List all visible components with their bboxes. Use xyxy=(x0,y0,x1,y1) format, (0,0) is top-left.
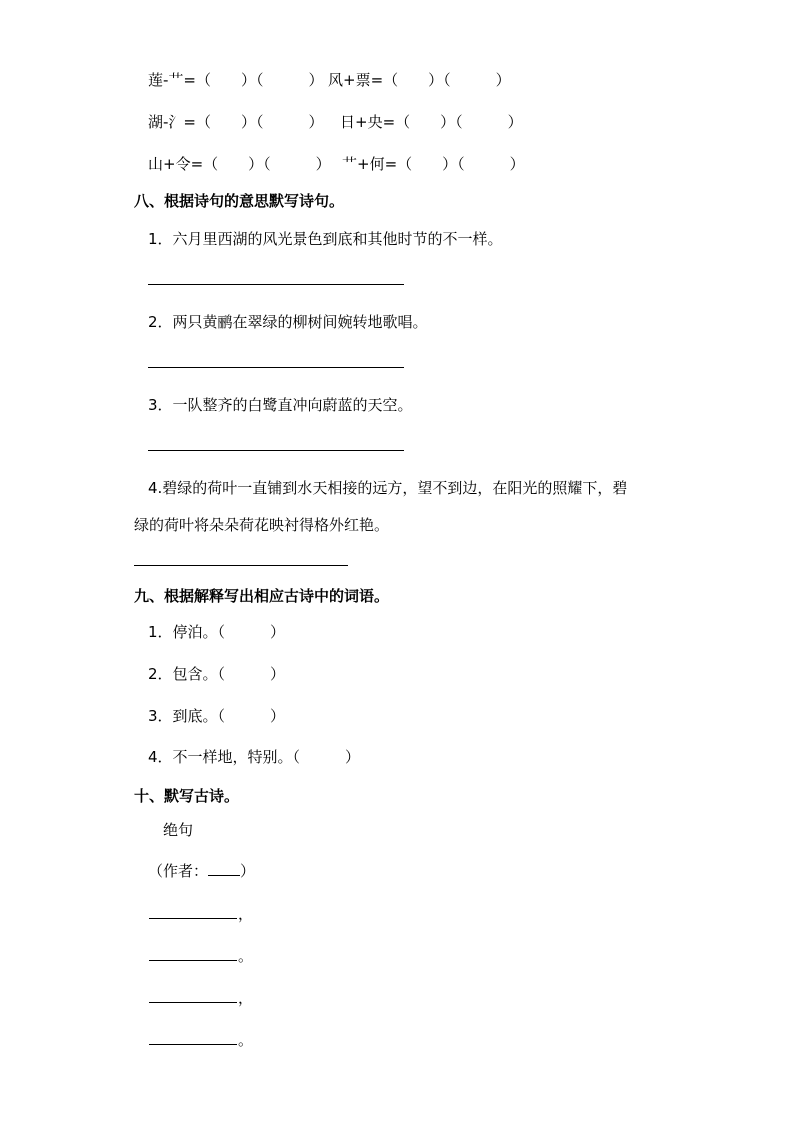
s8-answer-line-3[interactable] xyxy=(148,450,404,451)
s9-item-3: 3．到底。（ ） xyxy=(148,707,286,725)
s8-answer-line-2[interactable] xyxy=(148,367,404,368)
combo-2-right: 日+央=（ ）（ ） xyxy=(340,113,523,131)
s8-item-1: 1．六月里西湖的风光景色到底和其他时节的不一样。 xyxy=(148,230,503,248)
s8-item-3: 3．一队整齐的白鹭直冲向蔚蓝的天空。 xyxy=(148,396,413,414)
author-prefix: （作者： xyxy=(148,862,209,880)
s9-item-4: 4．不一样地，特别。（ ） xyxy=(148,748,361,766)
combo-1-right: 风+票=（ ）（ ） xyxy=(328,71,511,89)
combo-3-left: 山+令=（ ）（ ） xyxy=(148,155,331,173)
poem-line-punct-2: 。 xyxy=(238,947,254,965)
section-9-title: 九、根据解释写出相应古诗中的词语。 xyxy=(134,587,390,605)
combo-2-left: 湖-氵=（ ）（ ） xyxy=(148,113,324,131)
s8-item-4-line1: 4.碧绿的荷叶一直铺到水天相接的远方，望不到边，在阳光的照耀下，碧 xyxy=(148,479,628,497)
combo-1-left: 莲-艹=（ ）（ ） xyxy=(148,71,324,89)
poem-line-blank-3[interactable] xyxy=(149,1002,237,1003)
poem-line-punct-3: ， xyxy=(238,989,254,1007)
s8-item-4-line2: 绿的荷叶将朵朵荷花映衬得格外红艳。 xyxy=(134,516,390,534)
poem-line-punct-4: 。 xyxy=(238,1031,254,1049)
poem-line-blank-4[interactable] xyxy=(149,1044,237,1045)
s8-item-2: 2．两只黄鹂在翠绿的柳树间婉转地歌唱。 xyxy=(148,313,428,331)
poem-author xyxy=(148,861,255,881)
author-suffix: ） xyxy=(240,862,256,880)
author-blank[interactable] xyxy=(208,861,240,876)
poem-line-blank-2[interactable] xyxy=(149,960,237,961)
s8-answer-line-4[interactable] xyxy=(134,565,348,566)
s8-answer-line-1[interactable] xyxy=(148,284,404,285)
s9-item-1: 1．停泊。（ ） xyxy=(148,623,286,641)
section-8-title: 八、根据诗句的意思默写诗句。 xyxy=(134,192,345,210)
poem-title: 绝句 xyxy=(163,821,194,839)
poem-line-blank-1[interactable] xyxy=(149,918,237,919)
combo-3-right: 艹+何=（ ）（ ） xyxy=(342,155,525,173)
s9-item-2: 2．包含。（ ） xyxy=(148,665,286,683)
poem-line-punct-1: ， xyxy=(238,905,254,923)
section-10-title: 十、默写古诗。 xyxy=(134,787,240,805)
